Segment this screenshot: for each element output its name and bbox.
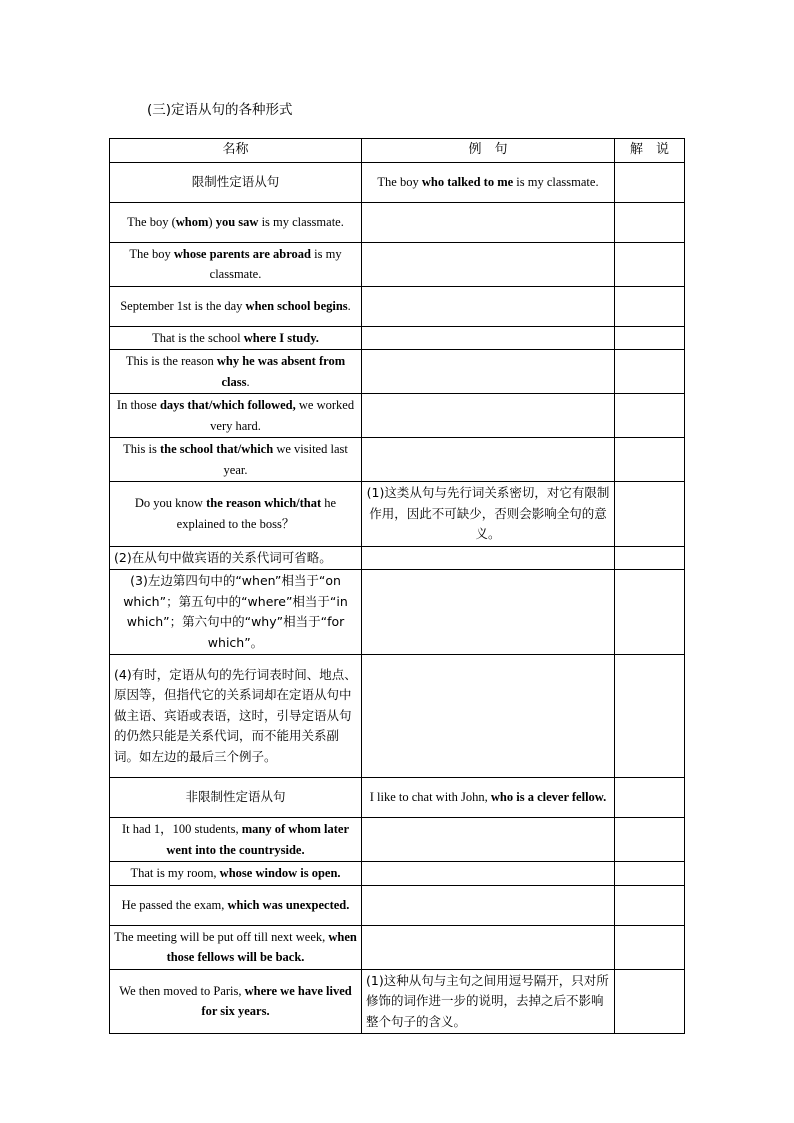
example-cell bbox=[362, 350, 615, 394]
example-cell bbox=[362, 202, 615, 242]
name-cell bbox=[110, 546, 362, 570]
table-row bbox=[110, 242, 685, 286]
name-cell bbox=[110, 570, 362, 655]
bold-text: many of whom later went into the countryside. bbox=[166, 822, 350, 857]
explanation-cell bbox=[615, 286, 685, 326]
name-cell bbox=[110, 438, 362, 482]
text: . bbox=[246, 374, 250, 389]
text: ) bbox=[208, 214, 216, 229]
table-row bbox=[110, 969, 685, 1034]
text: 非限制性定语从句 bbox=[185, 789, 286, 805]
example-cell bbox=[362, 162, 615, 202]
text: September 1st is the day bbox=[120, 298, 246, 313]
name-cell bbox=[110, 778, 362, 818]
name-cell bbox=[110, 394, 362, 438]
text: Do you know bbox=[134, 496, 207, 511]
text: The boy bbox=[129, 246, 174, 261]
section-title: (三)定语从句的各种形式 bbox=[147, 102, 293, 118]
name-cell bbox=[110, 885, 362, 925]
text: He passed the exam, bbox=[121, 897, 228, 912]
bold-text: the school that/which bbox=[159, 442, 274, 456]
name-cell bbox=[110, 202, 362, 242]
bold-text: you saw bbox=[215, 214, 259, 229]
explanation-cell bbox=[615, 862, 685, 886]
bold-text: whose window is open. bbox=[219, 866, 341, 880]
text: 限制性定语从句 bbox=[191, 173, 280, 189]
header-example: 例 句 bbox=[362, 139, 615, 163]
explanation-cell bbox=[615, 925, 685, 969]
explanation-cell bbox=[615, 885, 685, 925]
text: he explained to the boss？ bbox=[176, 496, 337, 531]
bold-text: the reason which/that bbox=[206, 496, 322, 511]
name-cell bbox=[110, 286, 362, 326]
table-row bbox=[110, 925, 685, 969]
text: is my classmate. bbox=[258, 214, 344, 229]
table-row bbox=[110, 162, 685, 202]
bold-text: who is a clever fellow. bbox=[490, 790, 607, 805]
example-cell bbox=[362, 242, 615, 286]
example-cell bbox=[362, 286, 615, 326]
example-cell bbox=[362, 326, 615, 350]
explanation-cell bbox=[615, 162, 685, 202]
text: I like to chat with John, bbox=[369, 790, 491, 805]
example-cell bbox=[362, 969, 615, 1034]
table-row bbox=[110, 655, 685, 778]
example-cell bbox=[362, 546, 615, 570]
table-row bbox=[110, 818, 685, 862]
table-row bbox=[110, 546, 685, 570]
explanation-cell bbox=[615, 778, 685, 818]
example-cell bbox=[362, 438, 615, 482]
text: (3)左边第四句中的“when”相当于“on which”；第五句中的“where”相当于“in which”；第六句中的“why”相当于“for which”。 bbox=[123, 573, 348, 650]
header-explanation: 解 说 bbox=[615, 139, 685, 163]
explanation-cell bbox=[615, 394, 685, 438]
table-row bbox=[110, 202, 685, 242]
text: The boy ( bbox=[127, 214, 176, 229]
explanation-cell bbox=[615, 818, 685, 862]
name-cell bbox=[110, 162, 362, 202]
explanation-cell bbox=[615, 242, 685, 286]
explanation-cell bbox=[615, 546, 685, 570]
example-cell bbox=[362, 862, 615, 886]
example-cell bbox=[362, 925, 615, 969]
explanation-cell bbox=[615, 438, 685, 482]
example-cell bbox=[362, 885, 615, 925]
text: That is my room, bbox=[130, 866, 220, 880]
bold-text: which was unexpected. bbox=[227, 897, 350, 912]
text: That is the school bbox=[152, 330, 244, 345]
bold-text: when those fellows will be back. bbox=[166, 929, 357, 964]
text: In those bbox=[116, 398, 160, 412]
bold-text: when school begins bbox=[245, 298, 348, 313]
text: we worked very hard. bbox=[210, 398, 355, 433]
table-row bbox=[110, 482, 685, 547]
explanation-cell bbox=[615, 202, 685, 242]
table-row bbox=[110, 326, 685, 350]
explanation-cell bbox=[615, 350, 685, 394]
bold-text: days that/which followed, bbox=[159, 398, 296, 412]
text: (1)这类从句与先行词关系密切，对它有限制作用，因此不可缺少，否则会影响全句的意义。 bbox=[366, 485, 610, 541]
name-cell bbox=[110, 818, 362, 862]
bold-text: whose parents are abroad bbox=[173, 246, 312, 261]
table-row bbox=[110, 862, 685, 886]
table-row bbox=[110, 394, 685, 438]
example-cell bbox=[362, 570, 615, 655]
explanation-cell bbox=[615, 969, 685, 1034]
example-cell bbox=[362, 818, 615, 862]
table-row bbox=[110, 438, 685, 482]
name-cell bbox=[110, 482, 362, 547]
text: This is bbox=[123, 442, 160, 456]
example-cell bbox=[362, 394, 615, 438]
text: . bbox=[347, 298, 351, 313]
table-row bbox=[110, 350, 685, 394]
example-cell bbox=[362, 655, 615, 778]
table-body bbox=[110, 162, 685, 1034]
name-cell bbox=[110, 326, 362, 350]
explanation-cell bbox=[615, 570, 685, 655]
text: It had 1，100 students, bbox=[121, 822, 242, 836]
text: we visited last year. bbox=[223, 442, 348, 477]
name-cell bbox=[110, 242, 362, 286]
table-row bbox=[110, 885, 685, 925]
header-name: 名称 bbox=[110, 139, 362, 163]
name-cell bbox=[110, 925, 362, 969]
text: is my classmate. bbox=[513, 174, 599, 189]
text: The boy bbox=[377, 174, 422, 189]
text: (1)这种从句与主句之间用逗号隔开，只对所修饰的词作进一步的说明，去掉之后不影响整个句子的含义。 bbox=[366, 972, 609, 1029]
table-row bbox=[110, 778, 685, 818]
table-row bbox=[110, 570, 685, 655]
bold-text: where I study. bbox=[243, 330, 319, 345]
bold-text: whom bbox=[175, 214, 209, 229]
example-cell bbox=[362, 482, 615, 547]
explanation-cell bbox=[615, 655, 685, 778]
bold-text: where we have lived for six years. bbox=[201, 983, 352, 1019]
name-cell bbox=[110, 655, 362, 778]
text: (2)在从句中做宾语的关系代词可省略。 bbox=[114, 549, 332, 565]
text: is my classmate. bbox=[209, 246, 342, 281]
bold-text: why he was absent from class bbox=[216, 354, 346, 389]
table-row bbox=[110, 286, 685, 326]
name-cell bbox=[110, 969, 362, 1034]
name-cell bbox=[110, 350, 362, 394]
bold-text: who talked to me bbox=[421, 174, 514, 189]
text: This is the reason bbox=[125, 354, 217, 368]
text: (4)有时，定语从句的先行词表时间、地点、原因等，但指代它的关系词却在定语从句中做主语、宾语或表语，这时，引导定语从句的仍然只能是关系代词，而不能用关系副词。如左边的最后三个例子。 bbox=[114, 666, 357, 764]
clause-forms-table bbox=[109, 138, 685, 1034]
explanation-cell bbox=[615, 326, 685, 350]
text: The meeting will be put off till next week, bbox=[114, 929, 329, 944]
example-cell bbox=[362, 778, 615, 818]
explanation-cell bbox=[615, 482, 685, 547]
table-header-row bbox=[110, 139, 685, 163]
name-cell bbox=[110, 862, 362, 886]
text: We then moved to Paris, bbox=[119, 983, 245, 998]
